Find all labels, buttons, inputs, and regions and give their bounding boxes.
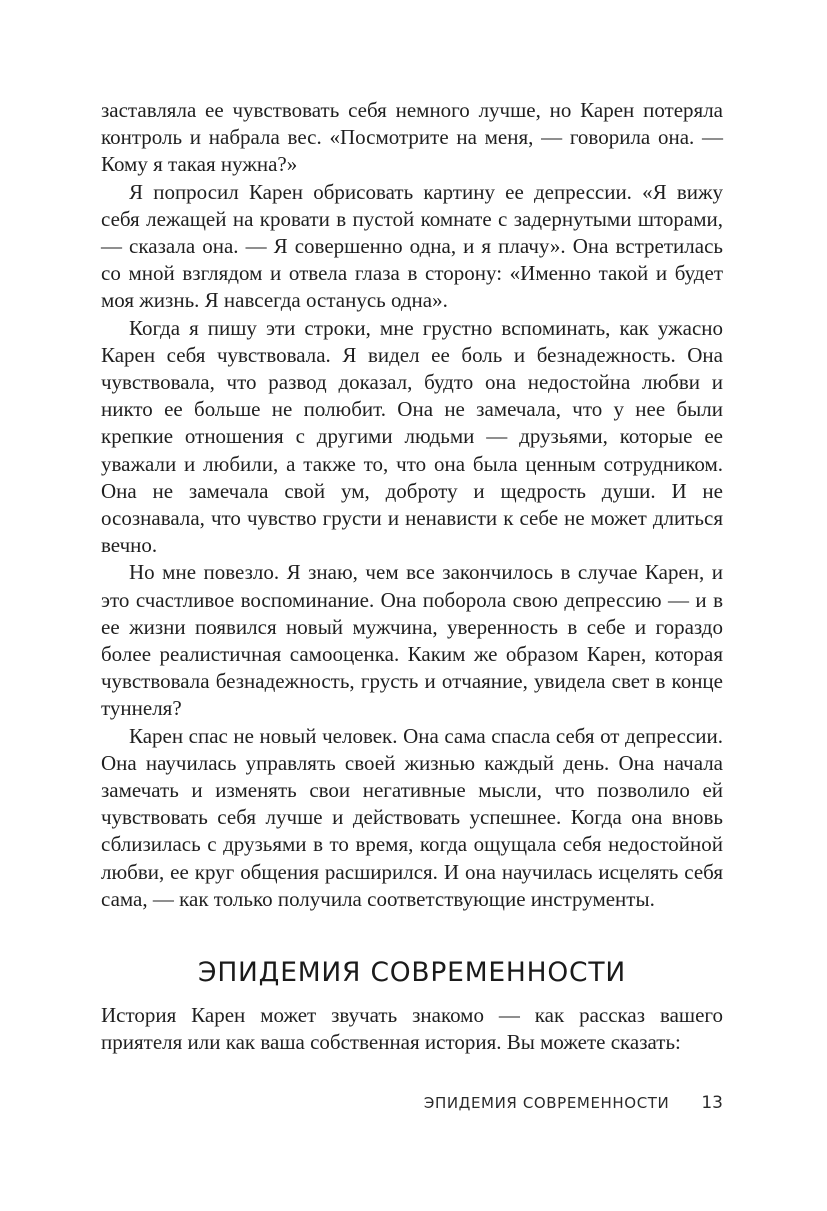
body-text bbox=[101, 97, 723, 913]
paragraph-1: заставляла ее чувствовать себя немного лучше, но Карен потеряла контроль и набрала вес. «Посмотрите на меня, — говорила она. — Кому я такая нужна?» bbox=[101, 98, 723, 177]
paragraph-2: Я попросил Карен обрисовать картину ее депрессии. «Я вижу себя лежащей на кровати в пустой комнате с задернутыми шторами, — сказала она. — Я совершенно одна, и я плачу». Она встретилась со мной взглядом и отвела глаза в сторону: «Именно такой и будет моя жизнь. Я навсегда останусь одна». bbox=[101, 179, 723, 313]
paragraph-3: Когда я пишу эти строки, мне грустно вспоминать, как ужасно Карен себя чувствовала. Я видел ее боль и безнадежность. Она чувствовала, что развод доказал, будто она недостойна любви и никто ее больше не полюбит. Она не замечала, что у нее были крепкие отношения с другими людьми — друзьями, которые ее уважали и любили, а также то, что она была ценным сотрудником. Она не замечала свой ум, доброту и щедрость души. И не осознавала, что чувство грусти и ненависти к себе не может длиться вечно. bbox=[101, 315, 723, 558]
running-footer bbox=[101, 1093, 723, 1113]
paragraph-5: Карен спас не новый человек. Она сама спасла себя от депрессии. Она научилась управлять своей жизнью каждый день. Она начала замечать и изменять свои негативные мысли, что позволило ей чувствовать себя лучше и действовать успешнее. Когда она вновь сблизилась с друзьями в то время, когда ощущала себя недостойной любви, ее круг общения расширился. И она научилась исцелять себя сама, — как только получила соответствующие инструменты. bbox=[101, 723, 723, 911]
section-heading: ЭПИДЕМИЯ СОВРЕМЕННОСТИ bbox=[198, 957, 626, 988]
paragraph-4: Но мне повезло. Я знаю, чем все закончилось в случае Карен, и это счастливое воспоминание. Она поборола свою депрессию — и в ее жизни появился новый мужчина, уверенность в себе и гораздо более реалистичная самооценка. Каким же образом Карен, которая чувствовала безнадежность, грусть и отчаяние, увидела свет в конце туннеля? bbox=[101, 560, 723, 721]
running-title: ЭПИДЕМИЯ СОВРЕМЕННОСТИ bbox=[423, 1094, 670, 1112]
page-number: 13 bbox=[701, 1093, 723, 1113]
section-paragraph: История Карен может звучать знакомо — как рассказ вашего приятеля или как ваша собственная история. Вы можете сказать: bbox=[101, 1003, 723, 1055]
